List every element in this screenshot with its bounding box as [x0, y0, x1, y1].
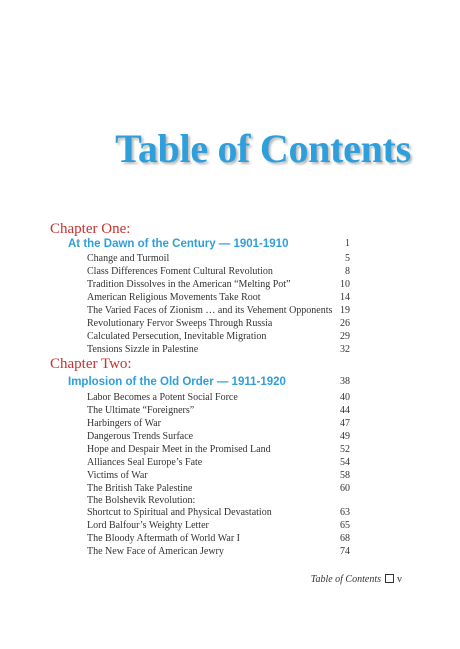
page-number: 1 [345, 238, 350, 249]
entry-title: Revolutionary Fervor Sweeps Through Russia [87, 318, 273, 329]
page-number: 14 [340, 292, 350, 303]
entry-title: American Religious Movements Take Root [87, 292, 261, 303]
toc-entry[interactable] [87, 330, 350, 344]
toc-entry[interactable] [87, 317, 350, 331]
page-number: 29 [340, 331, 350, 342]
entry-title: Tradition Dissolves in the American “Melting Pot” [87, 279, 291, 290]
entry-title: Dangerous Trends Surface [87, 431, 194, 442]
page-number: 60 [340, 483, 350, 494]
page-number: 10 [340, 279, 350, 290]
toc-entry[interactable] [87, 304, 350, 318]
entry-title: Hope and Despair Meet in the Promised Land [87, 444, 271, 455]
toc-entry[interactable] [87, 532, 350, 546]
page-number: 44 [340, 405, 350, 416]
page-footer [311, 574, 402, 585]
toc-entry[interactable] [87, 469, 350, 483]
chapter-label: Chapter Two: [50, 356, 132, 372]
toc-entry[interactable] [87, 430, 350, 444]
toc-entry[interactable] [87, 252, 350, 266]
page-number: 58 [340, 470, 350, 481]
entry-title: Labor Becomes a Potent Social Force [87, 392, 238, 403]
toc-part-entry[interactable] [68, 374, 350, 390]
entry-title: Shortcut to Spiritual and Physical Devastation [87, 507, 272, 518]
entry-title: Class Differences Foment Cultural Revolution [87, 266, 273, 277]
entry-title: The Bolshevik Revolution: [87, 495, 196, 506]
page-number: 5 [345, 253, 350, 264]
part-title: At the Dawn of the Century — 1901-1910 [68, 238, 289, 250]
toc-entry[interactable] [87, 391, 350, 405]
entry-title: Tensions Sizzle in Palestine [87, 344, 199, 355]
page-number: 65 [340, 520, 350, 531]
page-title: Table of Contents [115, 126, 411, 171]
page-number: 47 [340, 418, 350, 429]
page-number: 49 [340, 431, 350, 442]
square-ornament-icon [385, 574, 394, 583]
toc-entry[interactable] [87, 443, 350, 457]
entry-title: The New Face of American Jewry [87, 546, 224, 557]
toc-entry[interactable] [87, 456, 350, 470]
page-number: 40 [340, 392, 350, 403]
page-number: 32 [340, 344, 350, 355]
part-title: Implosion of the Old Order — 1911-1920 [68, 376, 286, 388]
page-number: 26 [340, 318, 350, 329]
toc-part-entry[interactable] [68, 236, 350, 252]
page-number: 19 [340, 305, 350, 316]
page-number: 54 [340, 457, 350, 468]
entry-title: Lord Balfour’s Weighty Letter [87, 520, 209, 531]
entry-title: The Varied Faces of Zionism … and its Vehement Opponents [87, 305, 333, 316]
entry-title: The Bloody Aftermath of World War I [87, 533, 240, 544]
entry-title: Change and Turmoil [87, 253, 170, 264]
toc-entry[interactable] [87, 545, 350, 559]
entry-title: Alliances Seal Europe’s Fate [87, 457, 203, 468]
page-number: 74 [340, 546, 350, 557]
toc-entry[interactable] [87, 291, 350, 305]
page-number: 63 [340, 507, 350, 518]
toc-entry[interactable] [87, 506, 350, 520]
entry-title: Harbingers of War [87, 418, 161, 429]
folio: v [397, 574, 402, 585]
toc-entry[interactable] [87, 417, 350, 431]
entry-title: Victims of War [87, 470, 148, 481]
toc-entry[interactable] [87, 404, 350, 418]
chapter-label: Chapter One: [50, 221, 131, 237]
running-title: Table of Contents [310, 574, 381, 585]
page-number: 38 [340, 376, 350, 387]
entry-title: Calculated Persecution, Inevitable Migration [87, 331, 267, 342]
page-number: 52 [340, 444, 350, 455]
toc-entry[interactable] [87, 278, 350, 292]
page-number: 8 [345, 266, 350, 277]
toc-entry[interactable] [87, 265, 350, 279]
page-number: 68 [340, 533, 350, 544]
entry-title: The British Take Palestine [87, 483, 193, 494]
entry-title: The Ultimate “Foreigners” [87, 405, 195, 416]
toc-entry[interactable] [87, 519, 350, 533]
